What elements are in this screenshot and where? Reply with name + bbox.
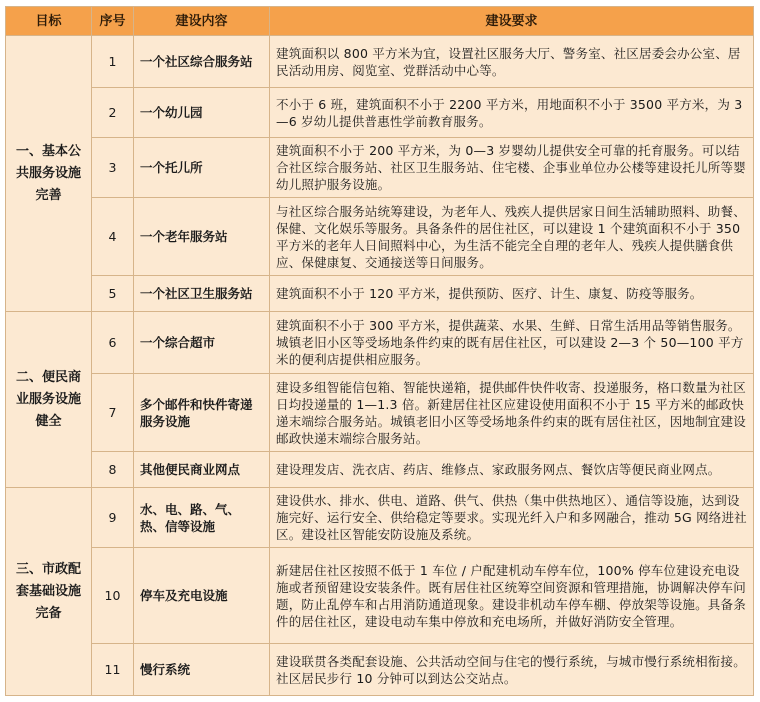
table-row — [6, 36, 754, 88]
row-requirement: 新建居住社区按照不低于 1 车位 / 户配建机动车停车位，100% 停车位建设充电设施或者预留建设安装条件。既有居住社区统筹空间资源和管理措施，协调解决停车问题，防止乱停车和占用消防通道现象。建设非机动车停车棚、停放架等设施。具备条件的居住社区，建设电动车集中停放和充电场所，并做好消防安全管理。 — [270, 548, 754, 644]
row-content: 停车及充电设施 — [134, 548, 270, 644]
row-number: 7 — [92, 374, 134, 452]
row-content: 一个幼儿园 — [134, 88, 270, 138]
row-number: 9 — [92, 488, 134, 548]
table-row — [6, 452, 754, 488]
construction-standards-table — [5, 6, 754, 696]
row-requirement: 建筑面积不小于 200 平方米，为 0—3 岁婴幼儿提供安全可靠的托育服务。可以结合社区综合服务站、社区卫生服务站、住宅楼、企事业单位办公楼等建设托儿所等婴幼儿照护服务设施。 — [270, 138, 754, 198]
row-number: 8 — [92, 452, 134, 488]
header-requirement: 建设要求 — [270, 7, 754, 36]
header-content: 建设内容 — [134, 7, 270, 36]
row-number: 6 — [92, 312, 134, 374]
row-number: 1 — [92, 36, 134, 88]
row-number: 5 — [92, 276, 134, 312]
table-row — [6, 138, 754, 198]
row-content: 其他便民商业网点 — [134, 452, 270, 488]
table-row — [6, 374, 754, 452]
table-row — [6, 198, 754, 276]
row-requirement: 建筑面积不小于 120 平方米，提供预防、医疗、计生、康复、防疫等服务。 — [270, 276, 754, 312]
table-row — [6, 276, 754, 312]
row-content: 一个托儿所 — [134, 138, 270, 198]
row-content: 慢行系统 — [134, 644, 270, 696]
row-number: 10 — [92, 548, 134, 644]
row-requirement: 建设理发店、洗衣店、药店、维修点、家政服务网点、餐饮店等便民商业网点。 — [270, 452, 754, 488]
goal-cell-basic-public-services: 一、基本公共服务设施完善 — [6, 36, 92, 312]
row-content: 一个社区卫生服务站 — [134, 276, 270, 312]
table-header-row — [6, 7, 754, 36]
row-requirement: 建筑面积不小于 300 平方米，提供蔬菜、水果、生鲜、日常生活用品等销售服务。城镇老旧小区等受场地条件约束的既有居住社区，可以建设 2—3 个 50—100 平方米的便利店提供相应服务。 — [270, 312, 754, 374]
row-requirement: 建设多组智能信包箱、智能快递箱，提供邮件快件收寄、投递服务，格口数量为社区日均投递量的 1—1.3 倍。新建居住社区应建设使用面积不小于 15 平方米的邮政快递末端综合服务站。城镇老旧小区等受场地条件约束的既有居住社区，因地制宜建设邮政快递末端综合服务站。 — [270, 374, 754, 452]
row-requirement: 不小于 6 班，建筑面积不小于 2200 平方米，用地面积不小于 3500 平方米，为 3—6 岁幼儿提供普惠性学前教育服务。 — [270, 88, 754, 138]
row-content: 一个社区综合服务站 — [134, 36, 270, 88]
row-content: 水、电、路、气、热、信等设施 — [134, 488, 270, 548]
row-requirement: 建筑面积以 800 平方米为宜，设置社区服务大厅、警务室、社区居委会办公室、居民活动用房、阅览室、党群活动中心等。 — [270, 36, 754, 88]
goal-cell-municipal-infrastructure: 三、市政配套基础设施完备 — [6, 488, 92, 696]
row-number: 11 — [92, 644, 134, 696]
table-row — [6, 312, 754, 374]
row-requirement: 建设供水、排水、供电、道路、供气、供热（集中供热地区）、通信等设施，达到设施完好、运行安全、供给稳定等要求。实现光纤入户和多网融合，推动 5G 网络进社区。建设社区智能安防设施及系统。 — [270, 488, 754, 548]
table-row — [6, 644, 754, 696]
header-goal: 目标 — [6, 7, 92, 36]
table-row — [6, 488, 754, 548]
row-requirement: 建设联贯各类配套设施、公共活动空间与住宅的慢行系统，与城市慢行系统相衔接。社区居民步行 10 分钟可以到达公交站点。 — [270, 644, 754, 696]
row-number: 4 — [92, 198, 134, 276]
row-requirement: 与社区综合服务站统筹建设，为老年人、残疾人提供居家日间生活辅助照料、助餐、保健、文化娱乐等服务。具备条件的居住社区，可以建设 1 个建筑面积不小于 350 平方米的老年人日间照料中心，为生活不能完全自理的老年人、残疾人提供膳食供应、保健康复、交通接送等日间服务。 — [270, 198, 754, 276]
row-content: 一个综合超市 — [134, 312, 270, 374]
table-row — [6, 548, 754, 644]
row-number: 2 — [92, 88, 134, 138]
header-number: 序号 — [92, 7, 134, 36]
table-row — [6, 88, 754, 138]
goal-cell-commercial-services: 二、便民商业服务设施健全 — [6, 312, 92, 488]
row-content: 多个邮件和快件寄递服务设施 — [134, 374, 270, 452]
row-number: 3 — [92, 138, 134, 198]
row-content: 一个老年服务站 — [134, 198, 270, 276]
